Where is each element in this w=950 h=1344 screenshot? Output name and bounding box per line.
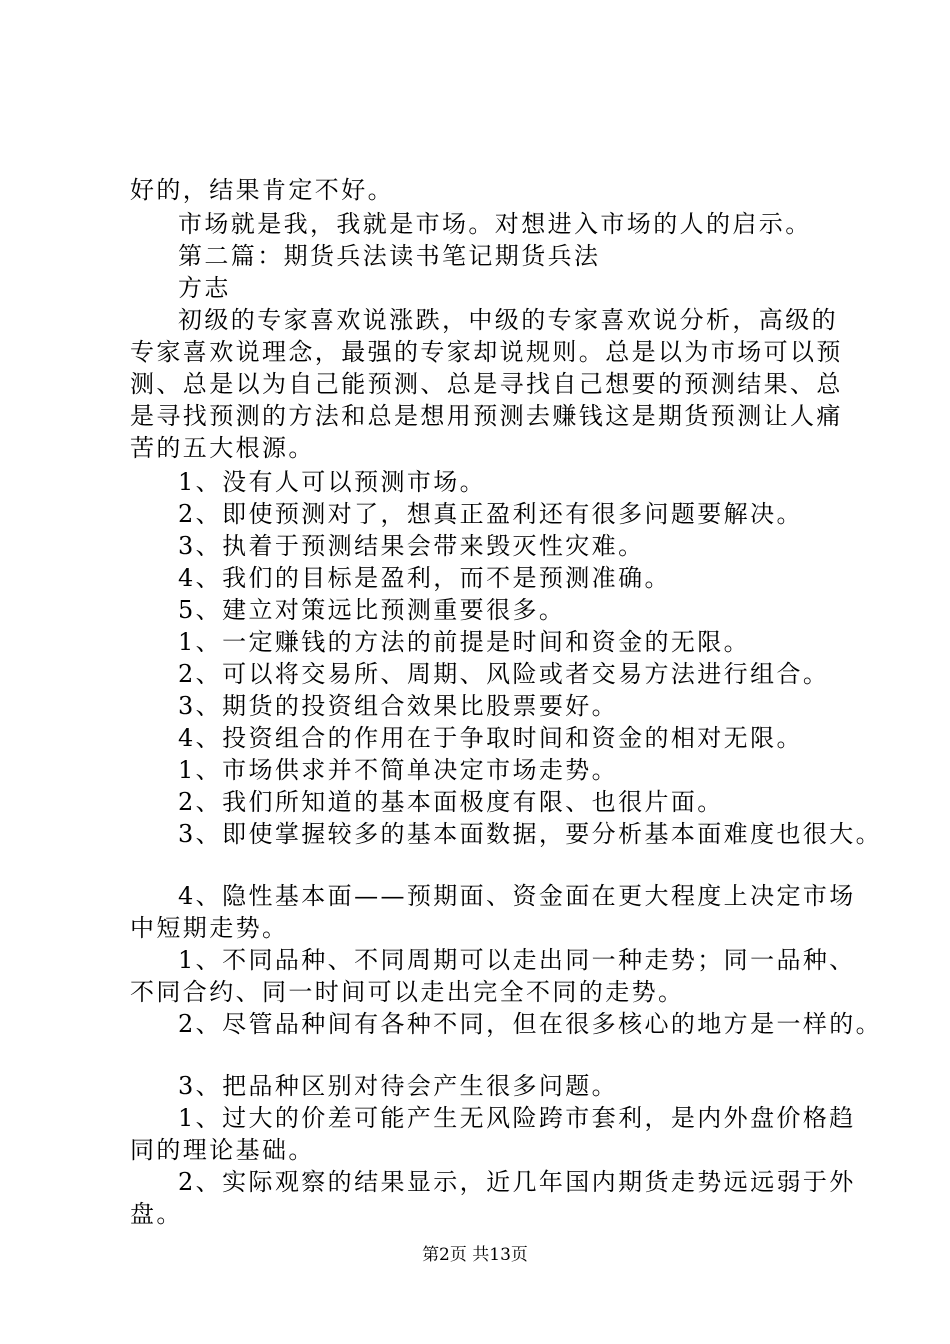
text-line: 苦的五大根源。 <box>130 434 315 462</box>
list-item: 1、没有人可以预测市场。 <box>178 468 487 496</box>
list-item: 4、投资组合的作用在于争取时间和资金的相对无限。 <box>178 724 803 752</box>
list-item: 3、把品种区别对待会产生很多问题。 <box>178 1072 619 1100</box>
list-item: 1、过大的价差可能产生无风险跨市套利，是内外盘价格趋 <box>178 1104 856 1132</box>
text-line: 市场就是我，我就是市场。对想进入市场的人的启示。 <box>178 210 812 238</box>
list-item: 3、期货的投资组合效果比股票要好。 <box>178 692 619 720</box>
section-heading: 第二篇：期货兵法读书笔记期货兵法 <box>178 242 601 270</box>
list-item: 3、执着于预测结果会带来毁灭性灾难。 <box>178 532 645 560</box>
list-item: 2、我们所知道的基本面极度有限、也很片面。 <box>178 788 724 816</box>
text-line: 盘。 <box>130 1200 183 1228</box>
list-item: 2、可以将交易所、周期、风险或者交易方法进行组合。 <box>178 660 830 688</box>
text-line: 不同合约、同一时间可以走出完全不同的走势。 <box>130 978 685 1006</box>
text-line: 专家喜欢说理念，最强的专家却说规则。总是以为市场可以预 <box>130 338 843 366</box>
text-line: 初级的专家喜欢说涨跌，中级的专家喜欢说分析，高级的 <box>178 306 838 334</box>
list-item: 4、隐性基本面——预期面、资金面在更大程度上决定市场 <box>178 882 856 910</box>
list-item: 3、即使掌握较多的基本面数据，要分析基本面难度也很大。 <box>178 820 883 848</box>
list-item: 1、市场供求并不简单决定市场走势。 <box>178 756 619 784</box>
list-item: 2、实际观察的结果显示，近几年国内期货走势远远弱于外 <box>178 1168 856 1196</box>
list-item: 1、一定赚钱的方法的前提是时间和资金的无限。 <box>178 628 751 656</box>
author-line: 方志 <box>178 274 231 302</box>
list-item: 2、尽管品种间有各种不同，但在很多核心的地方是一样的。 <box>178 1010 883 1038</box>
text-line: 是寻找预测的方法和总是想用预测去赚钱这是期货预测让人痛 <box>130 402 843 430</box>
text-line: 中短期走势。 <box>130 914 289 942</box>
text-line: 测、总是以为自己能预测、总是寻找自己想要的预测结果、总 <box>130 370 843 398</box>
list-item: 2、即使预测对了，想真正盈利还有很多问题要解决。 <box>178 500 803 528</box>
text-line: 同的理论基础。 <box>130 1136 315 1164</box>
list-item: 4、我们的目标是盈利，而不是预测准确。 <box>178 564 671 592</box>
text-line: 好的，结果肯定不好。 <box>130 176 394 204</box>
page-footer: 第2页 共13页 <box>422 1245 528 1265</box>
list-item: 5、建立对策远比预测重要很多。 <box>178 596 566 624</box>
list-item: 1、不同品种、不同周期可以走出同一种走势；同一品种、 <box>178 946 856 974</box>
